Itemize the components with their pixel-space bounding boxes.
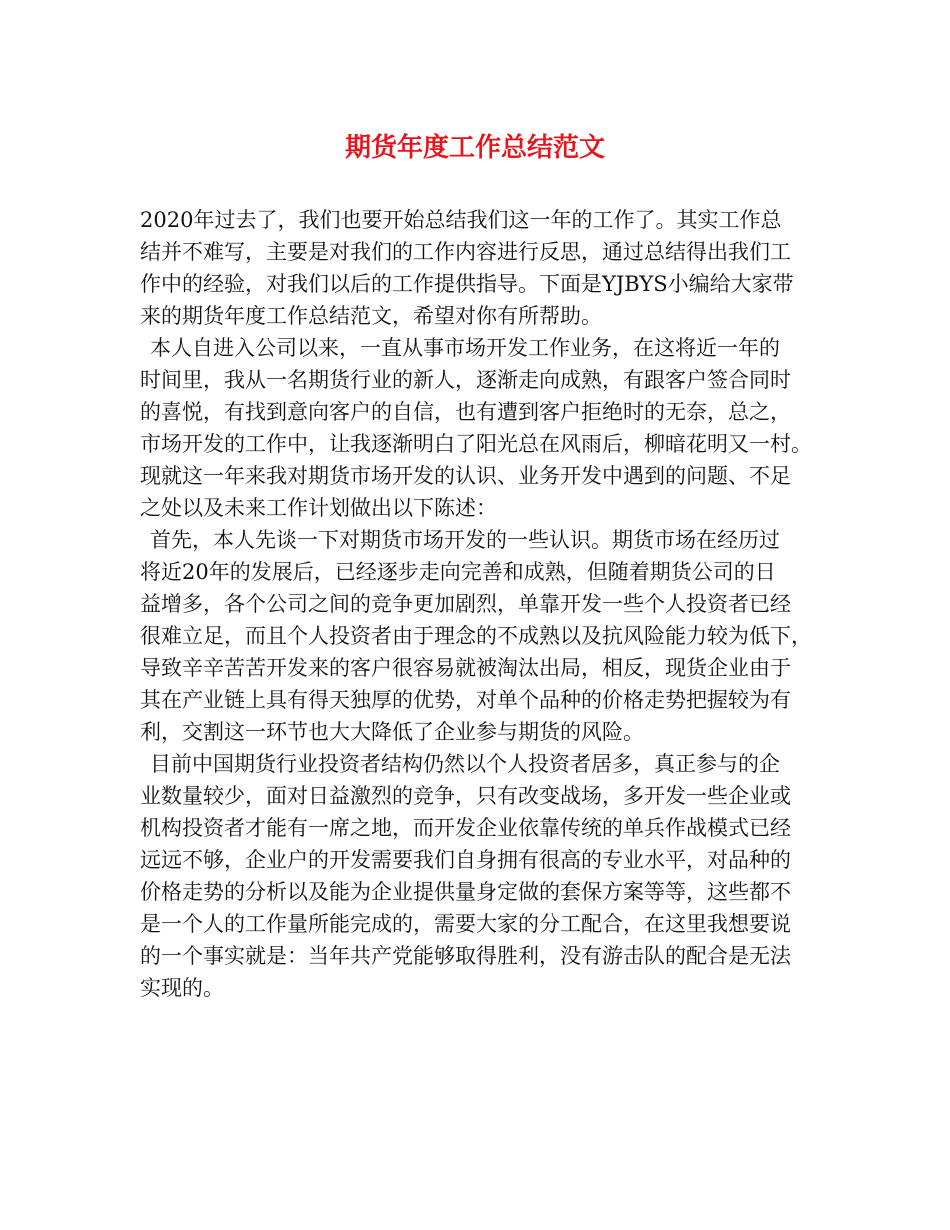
- paragraph-line: 机构投资者才能有一席之地，而开发企业依靠传统的单兵作战模式已经: [140, 816, 791, 840]
- paragraph-intro: [140, 204, 816, 332]
- paragraph-self-intro: [140, 332, 816, 524]
- paragraph-line: 导致辛辛苦苦开发来的客户很容易就被淘汰出局，相反，现货企业由于: [140, 656, 791, 680]
- paragraph-line: 很难立足，而且个人投资者由于理念的不成熟以及抗风险能力较为低下，: [140, 624, 812, 648]
- paragraph-line: 远远不够，企业户的开发需要我们自身拥有很高的专业水平，对品种的: [140, 848, 791, 872]
- paragraph-line: 目前中国期货行业投资者结构仍然以个人投资者居多，真正参与的企: [150, 752, 780, 776]
- paragraph-line: 结并不难写，主要是对我们的工作内容进行反思，通过总结得出我们工: [140, 240, 791, 264]
- paragraph-line: 是一个人的工作量所能完成的，需要大家的分工配合，在这里我想要说: [140, 912, 791, 936]
- paragraph-line: 益增多，各个公司之间的竞争更加剧烈，单靠开发一些个人投资者已经: [140, 592, 791, 616]
- paragraph-line: 的喜悦，有找到意向客户的自信，也有遭到客户拒绝时的无奈，总之，: [140, 400, 791, 424]
- paragraph-line: 的一个事实就是：当年共产党能够取得胜利，没有游击队的配合是无法: [140, 944, 791, 968]
- document-body: [140, 204, 816, 1004]
- paragraph-line: 之处以及未来工作计划做出以下陈述：: [140, 496, 497, 520]
- paragraph-line: 现就这一年来我对期货市场开发的认识、业务开发中遇到的问题、不足: [140, 464, 791, 488]
- paragraph-line: 时间里，我从一名期货行业的新人，逐渐走向成熟，有跟客户签合同时: [140, 368, 791, 392]
- paragraph-line: 利，交割这一环节也大大降低了企业参与期货的风险。: [140, 720, 644, 744]
- paragraph-line: 本人自进入公司以来，一直从事市场开发工作业务，在这将近一年的: [150, 336, 780, 360]
- paragraph-line: 2020年过去了，我们也要开始总结我们这一年的工作了。其实工作总: [140, 208, 782, 232]
- paragraph-line: 将近20年的发展后，已经逐步走向完善和成熟，但随着期货公司的日: [140, 560, 776, 584]
- document-title: 期货年度工作总结范文: [344, 133, 605, 163]
- paragraph-line: 业数量较少，面对日益激烈的竞争，只有改变战场，多开发一些企业或: [140, 784, 791, 808]
- paragraph-line: 实现的。: [140, 976, 224, 1000]
- paragraph-market-understanding: [140, 524, 816, 748]
- paragraph-line: 作中的经验，对我们以后的工作提供指导。下面是YJBYS小编给大家带: [140, 272, 794, 296]
- paragraph-investor-structure: [140, 748, 816, 1004]
- paragraph-line: 市场开发的工作中，让我逐渐明白了阳光总在风雨后，柳暗花明又一村。: [140, 432, 812, 456]
- paragraph-line: 其在产业链上具有得天独厚的优势，对单个品种的价格走势把握较为有: [140, 688, 791, 712]
- paragraph-line: 首先，本人先谈一下对期货市场开发的一些认识。期货市场在经历过: [150, 528, 780, 552]
- paragraph-line: 来的期货年度工作总结范文，希望对你有所帮助。: [140, 304, 602, 328]
- paragraph-line: 价格走势的分析以及能为企业提供量身定做的套保方案等等，这些都不: [140, 880, 791, 904]
